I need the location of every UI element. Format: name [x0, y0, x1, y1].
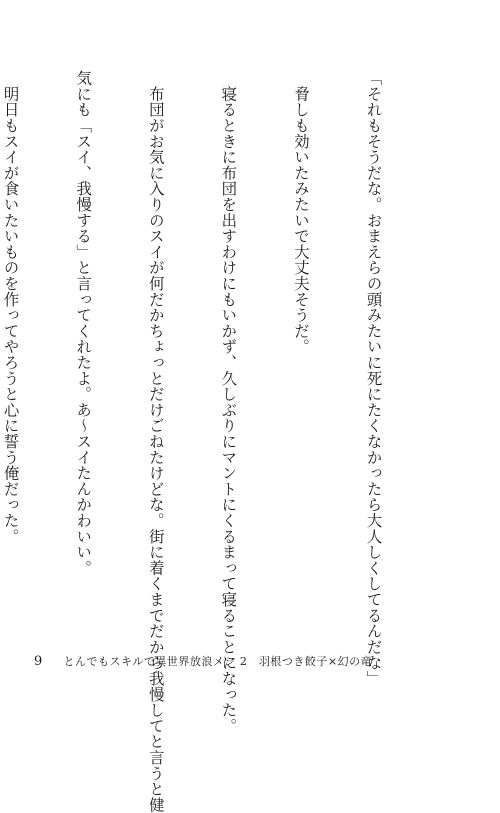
- text-line: 布団がお気に入りのスイが何だかちょっとだけごねたけどな。街に着くまでだから我慢してと言うと健: [146, 70, 165, 813]
- page-number: 9: [34, 654, 43, 669]
- text-line: 「それもそうだな。おまえらの頭みたいに死にたくなかったら大人しくしてるんだな」: [364, 70, 383, 687]
- page-footer: [34, 653, 372, 669]
- text-line: 明日もスイが食いたいものを作ってやろうと心に誓う俺だった。: [1, 70, 20, 544]
- series-title: とんでもスキルで異世界放浪メシ 2 羽根つき餃子×幻の竜: [63, 655, 373, 668]
- text-line: 脅しも効いたみたいで大丈夫そうだ。: [291, 70, 310, 355]
- text-line: 気にも「スイ、我慢する」と言ってくれたよ。あ〜スイたんかわいい。: [74, 70, 93, 576]
- text-line: 寝るときに布団を出すわけにもいかず、久しぶりにマントにくるまって寝ることになった。: [219, 70, 238, 734]
